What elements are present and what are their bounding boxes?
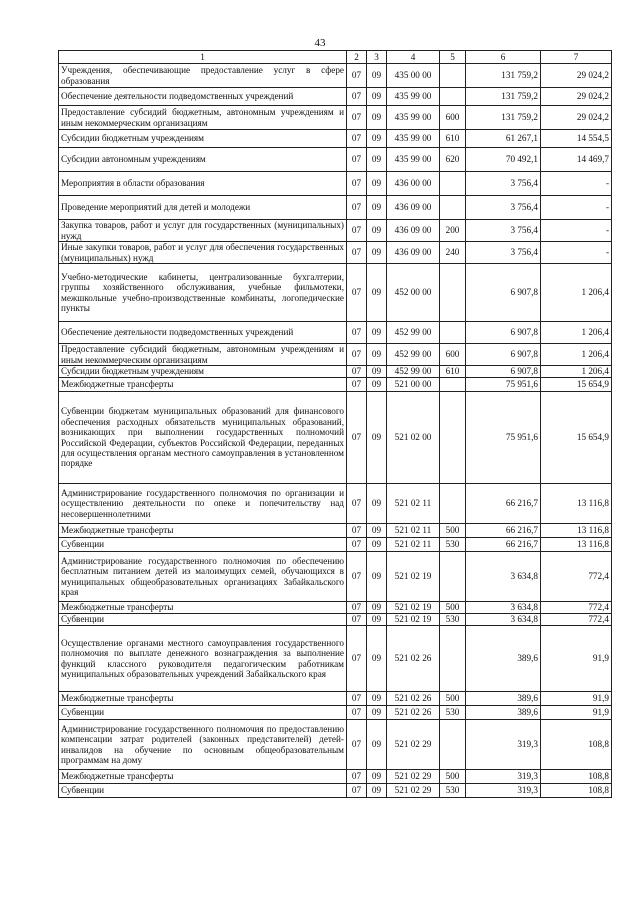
subsection-code-cell: 09	[367, 196, 387, 220]
amount-2013-cell: 389,6	[466, 626, 541, 692]
target-article-cell: 521 02 29	[387, 720, 440, 770]
subsection-code-cell: 09	[367, 64, 387, 88]
amount-cell: -	[541, 196, 612, 220]
target-article-cell: 435 00 00	[387, 64, 440, 88]
amount-2013-cell: 66 216,7	[466, 484, 541, 524]
subsection-code-cell: 09	[367, 770, 387, 784]
row-name-cell: Проведение мероприятий для детей и молодежи	[59, 196, 347, 220]
table-row	[59, 148, 612, 172]
row-name-cell: Учебно-методические кабинеты, централизованные бухгалтерии, группы хозяйственного обслуживания, учебные фильмотеки, межшкольные учебно-производственные комбинаты, логопедические пункты	[59, 264, 347, 322]
row-name-cell: Обеспечение деятельности подведомственных учреждений	[59, 322, 347, 344]
row-name-cell: Субвенции	[59, 706, 347, 720]
section-code-cell: 07	[347, 706, 367, 720]
row-name-cell: Мероприятия в области образования	[59, 172, 347, 196]
table-row	[59, 524, 612, 538]
amount-2013-cell: 3 634,8	[466, 602, 541, 614]
amount-2013-cell: 131 759,2	[466, 106, 541, 130]
expense-type-cell	[440, 264, 466, 322]
budget-table	[58, 50, 612, 798]
target-article-cell: 436 09 00	[387, 196, 440, 220]
target-article-cell: 521 02 26	[387, 706, 440, 720]
subsection-code-cell: 09	[367, 706, 387, 720]
row-name-cell: Администрирование государственного полномочия по организации и осуществлению деятельности по опеке и попечительству над несовершеннолетними	[59, 484, 347, 524]
row-name-cell: Закупка товаров, работ и услуг для государственных (муниципальных) нужд	[59, 220, 347, 242]
expense-type-cell: 500	[440, 602, 466, 614]
table-row	[59, 626, 612, 692]
table-row	[59, 64, 612, 88]
table-row	[59, 88, 612, 106]
table-row	[59, 366, 612, 378]
target-article-cell: 521 00 00	[387, 378, 440, 392]
expense-type-cell	[440, 378, 466, 392]
subsection-code-cell: 09	[367, 484, 387, 524]
amount-cell: 772,4	[541, 614, 612, 626]
expense-type-cell	[440, 720, 466, 770]
expense-type-cell: 530	[440, 784, 466, 798]
section-code-cell: 07	[347, 720, 367, 770]
section-code-cell: 07	[347, 264, 367, 322]
target-article-cell: 521 02 26	[387, 692, 440, 706]
table-row	[59, 538, 612, 552]
row-name-cell: Иные закупки товаров, работ и услуг для обеспечения государственных (муниципальных) нужд	[59, 242, 347, 264]
expense-type-cell	[440, 626, 466, 692]
table-row	[59, 602, 612, 614]
header-row	[59, 51, 612, 64]
header-cell: 7	[541, 51, 612, 64]
target-article-cell: 435 99 00	[387, 106, 440, 130]
amount-cell: 91,9	[541, 626, 612, 692]
subsection-code-cell: 09	[367, 552, 387, 602]
section-code-cell: 07	[347, 242, 367, 264]
table-row	[59, 720, 612, 770]
amount-cell: 29 024,2	[541, 64, 612, 88]
table-row	[59, 552, 612, 602]
header-cell: 5	[440, 51, 466, 64]
subsection-code-cell: 09	[367, 524, 387, 538]
expense-type-cell: 600	[440, 344, 466, 366]
section-code-cell: 07	[347, 344, 367, 366]
amount-2013-cell: 75 951,6	[466, 392, 541, 484]
amount-2013-cell: 3 634,8	[466, 614, 541, 626]
expense-type-cell: 530	[440, 538, 466, 552]
amount-cell: 13 116,8	[541, 524, 612, 538]
expense-type-cell: 200	[440, 220, 466, 242]
section-code-cell: 07	[347, 614, 367, 626]
subsection-code-cell: 09	[367, 264, 387, 322]
target-article-cell: 521 02 19	[387, 552, 440, 602]
section-code-cell: 07	[347, 64, 367, 88]
expense-type-cell	[440, 88, 466, 106]
header-cell: 3	[367, 51, 387, 64]
target-article-cell: 521 02 29	[387, 770, 440, 784]
amount-2013-cell: 319,3	[466, 770, 541, 784]
section-code-cell: 07	[347, 552, 367, 602]
header-cell: 4	[387, 51, 440, 64]
row-name-cell: Субвенции бюджетам муниципальных образований для финансового обеспечения расходных обязательств муниципальных образований, возникающих при выполнении государственных полномочий Российской Федерации, субъектов Российской Федерации, переданных для осуществления органам местного самоуправления в установленном порядке	[59, 392, 347, 484]
header-cell: 2	[347, 51, 367, 64]
row-name-cell: Субвенции	[59, 614, 347, 626]
row-name-cell: Учреждения, обеспечивающие предоставление услуг в сфере образования	[59, 64, 347, 88]
amount-2013-cell: 75 951,6	[466, 378, 541, 392]
table-row	[59, 242, 612, 264]
subsection-code-cell: 09	[367, 366, 387, 378]
section-code-cell: 07	[347, 602, 367, 614]
amount-2013-cell: 3 756,4	[466, 196, 541, 220]
amount-cell: 1 206,4	[541, 344, 612, 366]
amount-cell: -	[541, 220, 612, 242]
subsection-code-cell: 09	[367, 106, 387, 130]
amount-2013-cell: 131 759,2	[466, 88, 541, 106]
amount-2013-cell: 6 907,8	[466, 366, 541, 378]
row-name-cell: Межбюджетные трансферты	[59, 378, 347, 392]
target-article-cell: 435 99 00	[387, 88, 440, 106]
target-article-cell: 521 02 00	[387, 392, 440, 484]
row-name-cell: Межбюджетные трансферты	[59, 692, 347, 706]
table-row	[59, 172, 612, 196]
section-code-cell: 07	[347, 538, 367, 552]
subsection-code-cell: 09	[367, 344, 387, 366]
expense-type-cell	[440, 484, 466, 524]
row-name-cell: Межбюджетные трансферты	[59, 524, 347, 538]
subsection-code-cell: 09	[367, 220, 387, 242]
row-name-cell: Предоставление субсидий бюджетным, автономным учреждениям и иным некоммерческим организациям	[59, 106, 347, 130]
amount-cell: 14 469,7	[541, 148, 612, 172]
target-article-cell: 452 00 00	[387, 264, 440, 322]
amount-cell: 1 206,4	[541, 264, 612, 322]
target-article-cell: 436 09 00	[387, 242, 440, 264]
expense-type-cell: 500	[440, 770, 466, 784]
section-code-cell: 07	[347, 378, 367, 392]
header-cell: 1	[59, 51, 347, 64]
amount-2013-cell: 3 756,4	[466, 242, 541, 264]
expense-type-cell	[440, 64, 466, 88]
section-code-cell: 07	[347, 626, 367, 692]
amount-2013-cell: 70 492,1	[466, 148, 541, 172]
target-article-cell: 521 02 29	[387, 784, 440, 798]
amount-cell: -	[541, 172, 612, 196]
table-row	[59, 706, 612, 720]
subsection-code-cell: 09	[367, 88, 387, 106]
amount-cell: 29 024,2	[541, 106, 612, 130]
table-row	[59, 264, 612, 322]
target-article-cell: 521 02 11	[387, 538, 440, 552]
amount-2013-cell: 3 756,4	[466, 220, 541, 242]
target-article-cell: 436 00 00	[387, 172, 440, 196]
subsection-code-cell: 09	[367, 172, 387, 196]
target-article-cell: 452 99 00	[387, 322, 440, 344]
section-code-cell: 07	[347, 692, 367, 706]
amount-2013-cell: 61 267,1	[466, 130, 541, 148]
subsection-code-cell: 09	[367, 692, 387, 706]
amount-cell: 772,4	[541, 602, 612, 614]
expense-type-cell: 240	[440, 242, 466, 264]
table-row	[59, 770, 612, 784]
row-name-cell: Администрирование государственного полномочия по обеспечению бесплатным питанием детей из малоимущих семей, обучающихся в муниципальных общеобразовательных организациях Забайкальского края	[59, 552, 347, 602]
target-article-cell: 435 99 00	[387, 130, 440, 148]
expense-type-cell: 530	[440, 706, 466, 720]
subsection-code-cell: 09	[367, 538, 387, 552]
amount-cell: 108,8	[541, 770, 612, 784]
target-article-cell: 521 02 11	[387, 484, 440, 524]
row-name-cell: Обеспечение деятельности подведомственных учреждений	[59, 88, 347, 106]
amount-cell: 29 024,2	[541, 88, 612, 106]
section-code-cell: 07	[347, 148, 367, 172]
amount-2013-cell: 131 759,2	[466, 64, 541, 88]
amount-2013-cell: 389,6	[466, 692, 541, 706]
expense-type-cell	[440, 392, 466, 484]
subsection-code-cell: 09	[367, 784, 387, 798]
target-article-cell: 521 02 19	[387, 614, 440, 626]
page-number: 43	[314, 37, 326, 49]
expense-type-cell: 620	[440, 148, 466, 172]
subsection-code-cell: 09	[367, 242, 387, 264]
amount-cell: 108,8	[541, 720, 612, 770]
amount-cell: 1 206,4	[541, 322, 612, 344]
amount-2013-cell: 66 216,7	[466, 538, 541, 552]
target-article-cell: 436 09 00	[387, 220, 440, 242]
target-article-cell: 521 02 19	[387, 602, 440, 614]
row-name-cell: Осуществление органами местного самоуправления государственного полномочия по выплате денежного вознаграждения за выполнение функций классного руководителя педагогическим работникам муниципальных образовательных учреждений Забайкальского края	[59, 626, 347, 692]
amount-cell: -	[541, 242, 612, 264]
amount-2013-cell: 6 907,8	[466, 264, 541, 322]
section-code-cell: 07	[347, 784, 367, 798]
amount-cell: 91,9	[541, 706, 612, 720]
expense-type-cell: 530	[440, 614, 466, 626]
amount-cell: 91,9	[541, 692, 612, 706]
amount-2013-cell: 66 216,7	[466, 524, 541, 538]
table-row	[59, 220, 612, 242]
row-name-cell: Предоставление субсидий бюджетным, автономным учреждениям и иным некоммерческим организациям	[59, 344, 347, 366]
section-code-cell: 07	[347, 524, 367, 538]
subsection-code-cell: 09	[367, 322, 387, 344]
target-article-cell: 452 99 00	[387, 344, 440, 366]
amount-cell: 15 654,9	[541, 378, 612, 392]
amount-cell: 14 554,5	[541, 130, 612, 148]
subsection-code-cell: 09	[367, 392, 387, 484]
section-code-cell: 07	[347, 770, 367, 784]
section-code-cell: 07	[347, 322, 367, 344]
target-article-cell: 521 02 11	[387, 524, 440, 538]
table-row	[59, 106, 612, 130]
subsection-code-cell: 09	[367, 602, 387, 614]
subsection-code-cell: 09	[367, 130, 387, 148]
section-code-cell: 07	[347, 106, 367, 130]
subsection-code-cell: 09	[367, 378, 387, 392]
expense-type-cell: 600	[440, 106, 466, 130]
expense-type-cell	[440, 552, 466, 602]
amount-2013-cell: 3 756,4	[466, 172, 541, 196]
amount-cell: 108,8	[541, 784, 612, 798]
amount-2013-cell: 319,3	[466, 784, 541, 798]
row-name-cell: Субсидии автономным учреждениям	[59, 148, 347, 172]
section-code-cell: 07	[347, 484, 367, 524]
table-row	[59, 392, 612, 484]
subsection-code-cell: 09	[367, 720, 387, 770]
expense-type-cell	[440, 172, 466, 196]
section-code-cell: 07	[347, 392, 367, 484]
subsection-code-cell: 09	[367, 148, 387, 172]
row-name-cell: Межбюджетные трансферты	[59, 602, 347, 614]
subsection-code-cell: 09	[367, 626, 387, 692]
expense-type-cell: 610	[440, 366, 466, 378]
section-code-cell: 07	[347, 88, 367, 106]
subsection-code-cell: 09	[367, 614, 387, 626]
amount-2013-cell: 6 907,8	[466, 344, 541, 366]
amount-cell: 13 116,8	[541, 484, 612, 524]
table-row	[59, 692, 612, 706]
section-code-cell: 07	[347, 130, 367, 148]
table-row	[59, 344, 612, 366]
expense-type-cell: 500	[440, 524, 466, 538]
target-article-cell: 452 99 00	[387, 366, 440, 378]
amount-cell: 772,4	[541, 552, 612, 602]
amount-2013-cell: 319,3	[466, 720, 541, 770]
expense-type-cell: 500	[440, 692, 466, 706]
amount-cell: 1 206,4	[541, 366, 612, 378]
amount-2013-cell: 6 907,8	[466, 322, 541, 344]
amount-cell: 13 116,8	[541, 538, 612, 552]
expense-type-cell: 610	[440, 130, 466, 148]
table-row	[59, 130, 612, 148]
row-name-cell: Субвенции	[59, 784, 347, 798]
row-name-cell: Субсидии бюджетным учреждениям	[59, 366, 347, 378]
amount-2013-cell: 389,6	[466, 706, 541, 720]
table-row	[59, 322, 612, 344]
section-code-cell: 07	[347, 196, 367, 220]
section-code-cell: 07	[347, 366, 367, 378]
table-row	[59, 484, 612, 524]
row-name-cell: Субсидии бюджетным учреждениям	[59, 130, 347, 148]
section-code-cell: 07	[347, 220, 367, 242]
table-row	[59, 196, 612, 220]
amount-2013-cell: 3 634,8	[466, 552, 541, 602]
row-name-cell: Межбюджетные трансферты	[59, 770, 347, 784]
table-row	[59, 614, 612, 626]
expense-type-cell	[440, 196, 466, 220]
header-cell: 6	[466, 51, 541, 64]
row-name-cell: Администрирование государственного полномочия по предоставлению компенсации затрат родителей (законных представителей) детей-инвалидов на обучение по основным общеобразовательным программам на дому	[59, 720, 347, 770]
amount-cell: 15 654,9	[541, 392, 612, 484]
target-article-cell: 435 99 00	[387, 148, 440, 172]
table-row	[59, 378, 612, 392]
target-article-cell: 521 02 26	[387, 626, 440, 692]
table-row	[59, 784, 612, 798]
section-code-cell: 07	[347, 172, 367, 196]
expense-type-cell	[440, 322, 466, 344]
row-name-cell: Субвенции	[59, 538, 347, 552]
